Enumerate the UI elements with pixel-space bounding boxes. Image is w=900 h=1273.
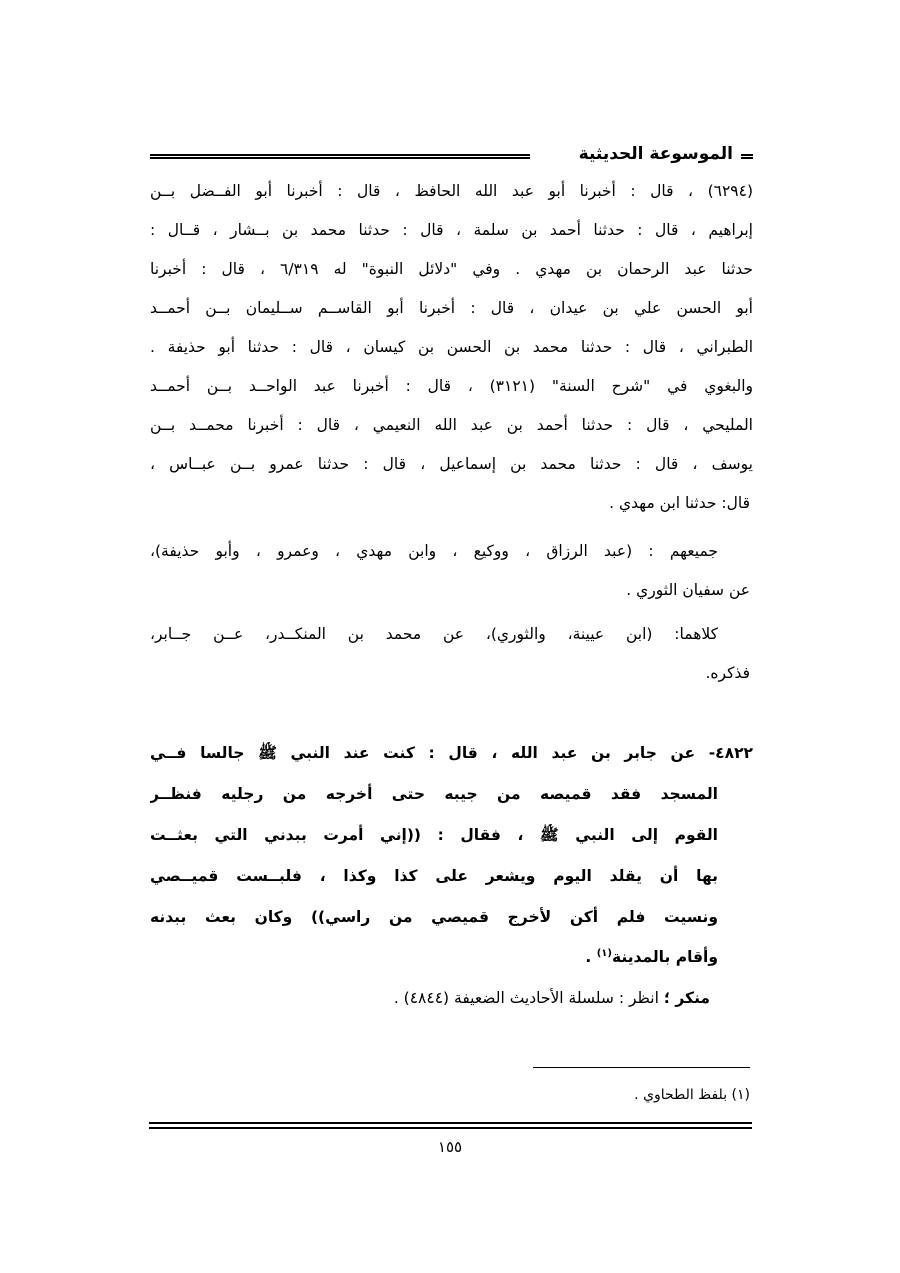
footnote-rule	[533, 1067, 750, 1068]
footnote: (١) بلفظ الطحاوي .	[634, 1087, 750, 1103]
hadith-last-line-end: .	[585, 948, 597, 966]
page-header	[150, 146, 753, 168]
paragraph1-line: والبغوي في "شرح السنة" (٣١٢١) ، قال : أخبرنا عبد الواحــد بــن أحمــد	[150, 377, 753, 395]
hadith-line: المسجد فقد قميصه من جيبه حتى أخرجه من رجليه فنظــر	[150, 785, 718, 803]
page-number: ١٥٥	[437, 1138, 463, 1156]
header-rule-right	[741, 154, 753, 159]
paragraph1-line: أبو الحسن علي بن عيدان ، قال : أخبرنا أبو القاســم ســليمان بــن أحمــد	[150, 299, 753, 317]
paragraph1-line: إبراهيم ، قال : حدثنا أحمد بن سلمة ، قال : حدثنا محمد بن بــشار ، قــال :	[150, 221, 753, 239]
paragraph1-line: قال: حدثنا ابن مهدي .	[609, 494, 750, 512]
verdict-label: منكر ؛	[663, 989, 710, 1007]
paragraph3-line: كلاهما: (ابن عيينة، والثوري)، عن محمد بن المنكــدر، عــن جــابر،	[150, 625, 718, 643]
hadith-line: ٤٨٢٢- عن جابر بن عبد الله ، قال : كنت عند النبي ﷺ جالسا فــي	[150, 744, 753, 762]
header-title: الموسوعة الحديثية	[578, 144, 733, 164]
footnote-marker: (١)	[596, 947, 612, 959]
footer-rule	[149, 1122, 752, 1129]
paragraph1-line: الطبراني ، قال : حدثنا محمد بن الحسن بن كيسان ، قال : حدثنا أبو حذيفة .	[150, 338, 753, 356]
hadith-line: بها أن يقلد اليوم ويشعر على كذا وكذا ، فلبــست قميــصي	[150, 867, 718, 885]
header-rule-left	[150, 154, 530, 159]
verdict-line	[394, 987, 710, 1009]
hadith-line: ونسيت فلم أكن لأخرج قميصي من راسي)) وكان بعث ببدنه	[150, 908, 718, 926]
paragraph2-line: عن سفيان الثوري .	[626, 581, 750, 599]
paragraph1-line: يوسف ، قال : حدثنا محمد بن إسماعيل ، قال : حدثنا عمرو بــن عبــاس ،	[150, 455, 753, 473]
verdict-text: انظر : سلسلة الأحاديث الضعيفة (٤٨٤٤) .	[393, 989, 664, 1007]
hadith-last-line-text: وأقام بالمدينة	[611, 948, 718, 966]
hadith-last-line	[585, 946, 718, 968]
paragraph2-line: جميعهم : (عبد الرزاق ، ووكيع ، وابن مهدي ، وعمرو ، وأبو حذيفة)،	[150, 542, 718, 560]
paragraph1-line: المليحي ، قال : حدثنا أحمد بن عبد الله النعيمي ، قال : أخبرنا محمــد بــن	[150, 416, 753, 434]
hadith-line: القوم إلى النبي ﷺ ، فقال : ((إني أمرت ببدني التي بعثــت	[150, 826, 718, 844]
paragraph3-line: فذكره.	[705, 664, 750, 682]
paragraph1-line: حدثنا عبد الرحمان بن مهدي . وفي "دلائل النبوة" له ٦/٣١٩ ، قال : أخبرنا	[150, 260, 753, 278]
paragraph1-line: (٦٢٩٤) ، قال : أخبرنا أبو عبد الله الحافظ ، قال : أخبرنا أبو الفــضل بــن	[150, 182, 753, 200]
